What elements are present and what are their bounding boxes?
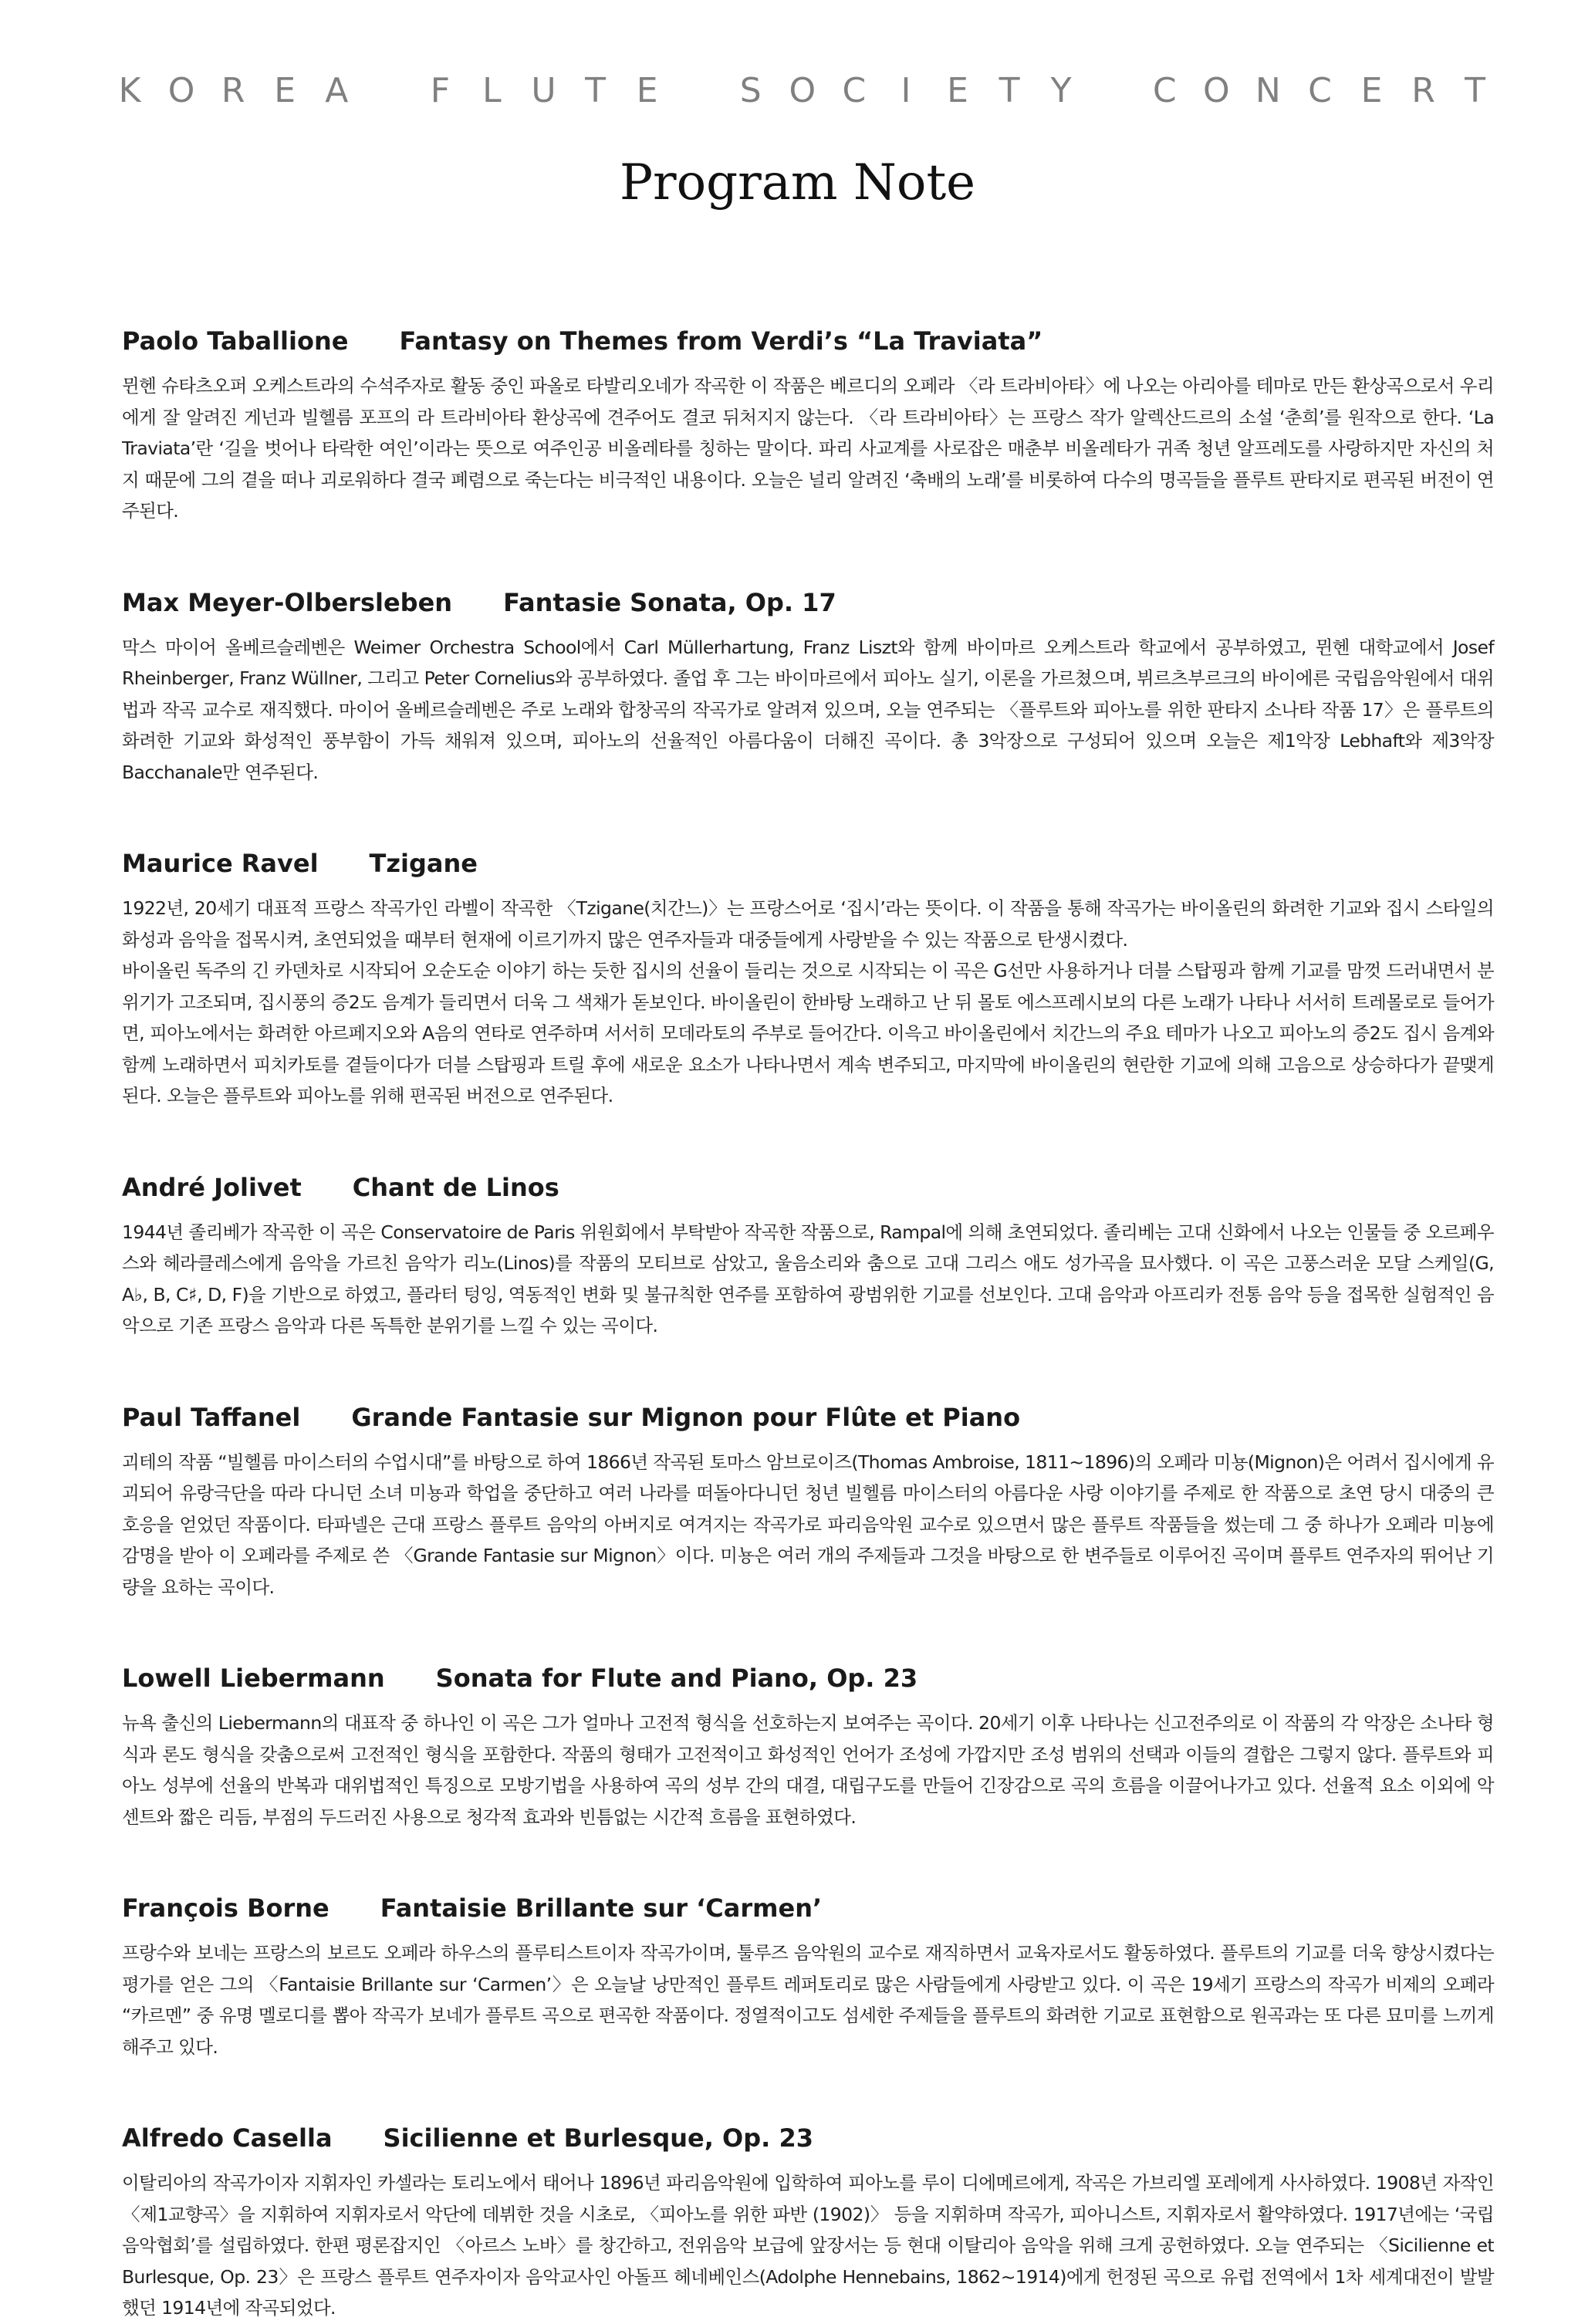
header-letter: E (1360, 71, 1383, 110)
section-spacer (122, 1833, 1494, 1890)
header-letter: T (1465, 71, 1486, 110)
body-paragraph: 바이올린 독주의 긴 카덴차로 시작되어 오순도순 이야기 하는 듯한 집시의 선율이 들리는 것으로 시작되는 이 곡은 G선만 사용하거나 더블 스탑핑과 함께 기교를 맘껏 드러내면서 분위기가 고조되며, 집시풍의 증2도 음계가 들리면서 더욱 그 색채가 돋보인다. 바이올린이 한바탕 노래하고 난 뒤 몰토 에스프레시보의 다른 노래가 나타나 서서히 트레몰로로 들어가면, 피아노에서는 화려한 아르페지오와 A음의 연타로 연주하며 서서히 모데라토의 주부로 들어간다. 이윽고 바이올린에서 치간느의 주요 테마가 나오고 피아노의 증2도 집시 음계와 함께 노래하면서 피치카토를 곁들이다가 더블 스탑핑과 트릴 후에 새로운 요소가 나타나면서 계속 변주되고, 마지막에 바이올린의 현란한 기교에 의해 고음으로 상승하다가 끝맺게 된다. 오늘은 플루트와 피아노를 위해 편곡된 버전으로 연주된다. (122, 960, 1494, 1106)
header-letter: K (118, 71, 141, 110)
header-letter: R (1411, 71, 1435, 110)
section-heading (122, 1660, 1494, 1697)
program-note-section (122, 1399, 1494, 1660)
program-note-section (122, 845, 1494, 1169)
header-letter: E (947, 71, 968, 110)
page-title: Program Note (619, 154, 976, 211)
header-letter: U (531, 71, 556, 110)
header-letter: O (1202, 71, 1230, 110)
program-note-section (122, 2120, 1494, 2324)
composer-name: Lowell Liebermann (122, 1664, 385, 1693)
concert-header (116, 71, 1489, 110)
section-body (122, 2167, 1494, 2324)
program-note-section (122, 584, 1494, 846)
program-note-section (122, 1660, 1494, 1890)
composer-name: Paul Taffanel (122, 1402, 301, 1432)
section-spacer (122, 1112, 1494, 1169)
header-letter: T (999, 71, 1020, 110)
section-body (122, 1708, 1494, 1833)
work-title: Tzigane (369, 849, 478, 878)
header-letter (1099, 71, 1127, 110)
header-letter: R (221, 71, 245, 110)
work-title: Fantaisie Brillante sur ‘Carmen’ (380, 1893, 823, 1923)
body-paragraph: 괴테의 작품 “빌헬름 마이스터의 수업시대”를 바탕으로 하여 1866년 작곡된 토마스 암브로이즈(Thomas Ambroise, 1811~1896)의 오페라 미뇽(Mignon)은 어려서 집시에게 유괴되어 유랑극단을 따라 다니던 소녀 미뇽과 학업을 중단하고 여러 나라를 떠돌아다니던 청년 빌헬름 마이스터의 아름다운 사랑 이야기를 주제로 한 작품으로 초연 당시 대중의 큰 호응을 얻었던 작품이다. 타파넬은 근대 프랑스 플루트 음악의 아버지로 여겨지는 작곡가로 파리음악원 교수로 있으면서 많은 플루트 작품들을 썼는데 그 중 하나가 오페라 미뇽에 감명을 받아 이 오페라를 주제로 쓴 〈Grande Fantasie sur Mignon〉이다. 미뇽은 여러 개의 주제들과 그것을 바탕으로 한 변주들로 이루어진 곡이며 플루트 연주자의 뛰어난 기량을 요하는 곡이다. (122, 1451, 1494, 1598)
body-paragraph: 1944년 졸리베가 작곡한 이 곡은 Conservatoire de Paris 위원회에서 부탁받아 작곡한 작품으로, Rampal에 의해 초연되었다. 졸리베는 고대 신화에서 나오는 인물들 중 오르페우스와 헤라클레스에게 음악을 가르친 음악가 리노(Linos)를 작품의 모티브로 삼았고, 울음소리와 춤으로 고대 그리스 애도 성가곡을 묘사했다. 이 곡은 고풍스러운 모달 스케일(G, A♭, B, C♯, D, F)을 기반으로 하였고, 플라터 텅잉, 역동적인 변화 및 불규칙한 연주를 포함하여 광범위한 기교를 선보인다. 고대 음악과 아프리카 전통 음악 등을 접목한 실험적인 음악으로 기존 프랑스 음악과 다른 독특한 분위기를 느낄 수 있는 곡이다. (122, 1221, 1494, 1336)
composer-name: Paolo Taballione (122, 326, 349, 356)
work-title: Fantasy on Themes from Verdi’s “La Traviata” (399, 326, 1043, 356)
body-paragraph: 뮌헨 슈타츠오퍼 오케스트라의 수석주자로 활동 중인 파올로 타발리오네가 작곡한 이 작품은 베르디의 오페라 〈라 트라비아타〉에 나오는 아리아를 테마로 만든 환상곡으로서 우리에게 잘 알려진 게넌과 빌헬름 포프의 라 트라비아타 환상곡에 견주어도 결코 뒤처지지 않는다. 〈라 트라비아타〉는 프랑스 작가 알렉산드르의 소설 ‘춘희’를 원작으로 한다. ‘La Traviata’란 ‘길을 벗어나 타락한 여인’이라는 뜻으로 여주인공 비올레타를 칭하는 말이다. 파리 사교계를 사로잡은 매춘부 비올레타가 귀족 청년 알프레도를 사랑하지만 자신의 처지 때문에 그의 곁을 떠나 괴로워하다 결국 폐렴으로 죽는다는 비극적인 내용이다. 오늘은 널리 알려진 ‘축배의 노래’를 비롯하여 다수의 명곡들을 플루트 판타지로 편곡된 버전이 연주된다. (122, 375, 1494, 522)
section-spacer (122, 2062, 1494, 2120)
body-paragraph: 뉴욕 출신의 Liebermann의 대표작 중 하나인 이 곡은 그가 얼마나 고전적 형식을 선호하는지 보여주는 곡이다. 20세기 이후 나타나는 신고전주의로 이 작품의 각 악장은 소나타 형식과 론도 형식을 갖춤으로써 고전적인 형식을 포함한다. 작품의 형태가 고전적이고 화성적인 언어가 조성에 가깝지만 조성 범위의 선택과 이들의 결합은 그렇지 않다. 플루트와 피아노 성부에 선율의 반복과 대위법적인 특징으로 모방기법을 사용하여 곡의 성부 간의 대결, 대립구도를 만들어 긴장감으로 곡의 흐름을 이끌어나가고 있다. 선율적 요소 이외에 악센트와 짧은 리듬, 부점의 두드러진 사용으로 청각적 효과와 빈틈없는 시간적 흐름을 표현하였다. (122, 1712, 1494, 1828)
header-letter: O (167, 71, 195, 110)
program-note-section (122, 1890, 1494, 2120)
section-body (122, 632, 1494, 789)
header-letter (374, 71, 402, 110)
work-title: Sonata for Flute and Piano, Op. 23 (435, 1664, 918, 1693)
composer-name: Max Meyer-Olbersleben (122, 587, 453, 617)
section-spacer (122, 1342, 1494, 1399)
work-title: Fantasie Sonata, Op. 17 (503, 587, 836, 617)
header-letter: L (482, 71, 502, 110)
section-heading (122, 845, 1494, 882)
section-heading (122, 584, 1494, 621)
program-note-section (122, 323, 1494, 584)
header-letter: T (585, 71, 606, 110)
section-body (122, 1447, 1494, 1603)
work-title: Sicilienne et Burlesque, Op. 23 (383, 2123, 813, 2153)
header-letter: A (325, 71, 349, 110)
header-letter: O (789, 71, 816, 110)
body-paragraph: 막스 마이어 올베르슬레벤은 Weimer Orchestra School에서 Carl Müllerhartung, Franz Liszt와 함께 바이마르 오케스트라 학교에서 공부하였고, 뮌헨 대학교에서 Josef Rheinberger, Franz Wüllner, 그리고 Peter Cornelius와 공부하였다. 졸업 후 그는 바이마르에서 피아노 실기, 이론을 가르쳤으며, 뷔르츠부르크의 바이에른 국립음악원에서 대위법과 작곡 교수로 재직했다. 마이어 올베르슬레벤은 주로 노래와 합창곡의 작곡가로 알려져 있으며, 오늘 연주되는 〈플루트와 피아노를 위한 판타지 소나타 작품 17〉은 플루트의 화려한 기교와 화성적인 풍부함이 가득 채워져 있으며, 피아노의 선율적인 아름다움이 더해진 곡이다. 총 3악장으로 구성되어 있으며 오늘은 제1악장 Lebhaft와 제3악장 Bacchanale만 연주된다. (122, 636, 1494, 783)
composer-name: Alfredo Casella (122, 2123, 333, 2153)
composer-name: André Jolivet (122, 1172, 302, 1202)
section-spacer (122, 788, 1494, 845)
section-spacer (122, 1603, 1494, 1660)
composer-name: François Borne (122, 1893, 329, 1923)
header-letter: Y (1050, 71, 1072, 110)
header-letter: I (901, 71, 911, 110)
body-paragraph: 1922년, 20세기 대표적 프랑스 작곡가인 라벨이 작곡한 〈Tzigane(치간느)〉는 프랑스어로 ‘집시’라는 뜻이다. 이 작품을 통해 작곡가는 바이올린의 화려한 기교와 집시 스타일의 화성과 음악을 접목시켜, 초연되었을 때부터 현재에 이르기까지 많은 연주자들과 대중들에게 사랑받을 수 있는 작품으로 탄생시켰다. (122, 897, 1494, 951)
header-letter: N (1255, 71, 1281, 110)
header-letter: S (739, 71, 762, 110)
program-note-section (122, 1169, 1494, 1399)
section-spacer (122, 527, 1494, 584)
header-letter: C (842, 71, 867, 110)
section-heading (122, 1399, 1494, 1436)
header-letter (685, 71, 713, 110)
header-letter: E (274, 71, 296, 110)
section-body (122, 1217, 1494, 1342)
body-paragraph: 이탈리아의 작곡가이자 지휘자인 카셀라는 토리노에서 태어나 1896년 파리음악원에 입학하여 피아노를 루이 디에메르에게, 작곡은 가브리엘 포레에게 사사하였다. 1908년 자작인 〈제1교향곡〉을 지휘하여 지휘자로서 악단에 데뷔한 것을 시초로, 〈피아노를 위한 파반 (1902)〉 등을 지휘하며 작곡가, 피아니스트, 지휘자로서 활약하였다. 1917년에는 ‘국립음악협회’를 설립하였다. 한편 평론잡지인 〈아르스 노바〉를 창간하고, 전위음악 보급에 앞장서는 등 현대 이탈리아 음악을 위해 크게 공헌하였다. 오늘 연주되는 〈Sicilienne et Burlesque, Op. 23〉은 프랑스 플루트 연주자이자 음악교사인 아돌프 헤네베인스(Adolphe Hennebains, 1862~1914)에게 헌정된 곡으로 유럽 전역에서 1차 세계대전이 발발했던 1914년에 작곡되었다. (122, 2172, 1494, 2319)
program-notes (122, 323, 1494, 2324)
header-letter: C (1152, 71, 1177, 110)
work-title: Chant de Linos (352, 1172, 559, 1202)
work-title: Grande Fantasie sur Mignon pour Flûte et Piano (351, 1402, 1021, 1432)
section-body (122, 1937, 1494, 2062)
header-letter: C (1308, 71, 1332, 110)
section-heading (122, 2120, 1494, 2157)
section-heading (122, 323, 1494, 360)
composer-name: Maurice Ravel (122, 849, 319, 878)
section-body (122, 370, 1494, 527)
section-body (122, 893, 1494, 1112)
header-letter: E (636, 71, 658, 110)
header-letter: F (430, 71, 451, 110)
section-heading (122, 1169, 1494, 1206)
section-heading (122, 1890, 1494, 1927)
body-paragraph: 프랑수와 보네는 프랑스의 보르도 오페라 하우스의 플루티스트이자 작곡가이며, 툴루즈 음악원의 교수로 재직하면서 교육자로서도 활동하였다. 플루트의 기교를 더욱 향상시켰다는 평가를 얻은 그의 〈Fantaisie Brillante sur ‘Carmen’〉은 오늘날 낭만적인 플루트 레퍼토리로 많은 사람들에게 사랑받고 있다. 이 곡은 19세기 프랑스의 작곡가 비제의 오페라 “카르멘” 중 유명 멜로디를 뽑아 작곡가 보네가 플루트 곡으로 편곡한 작품이다. 정열적이고도 섬세한 주제들을 플루트의 화려한 기교로 표현함으로 원곡과는 또 다른 묘미를 느끼게 해주고 있다. (122, 1942, 1494, 2058)
